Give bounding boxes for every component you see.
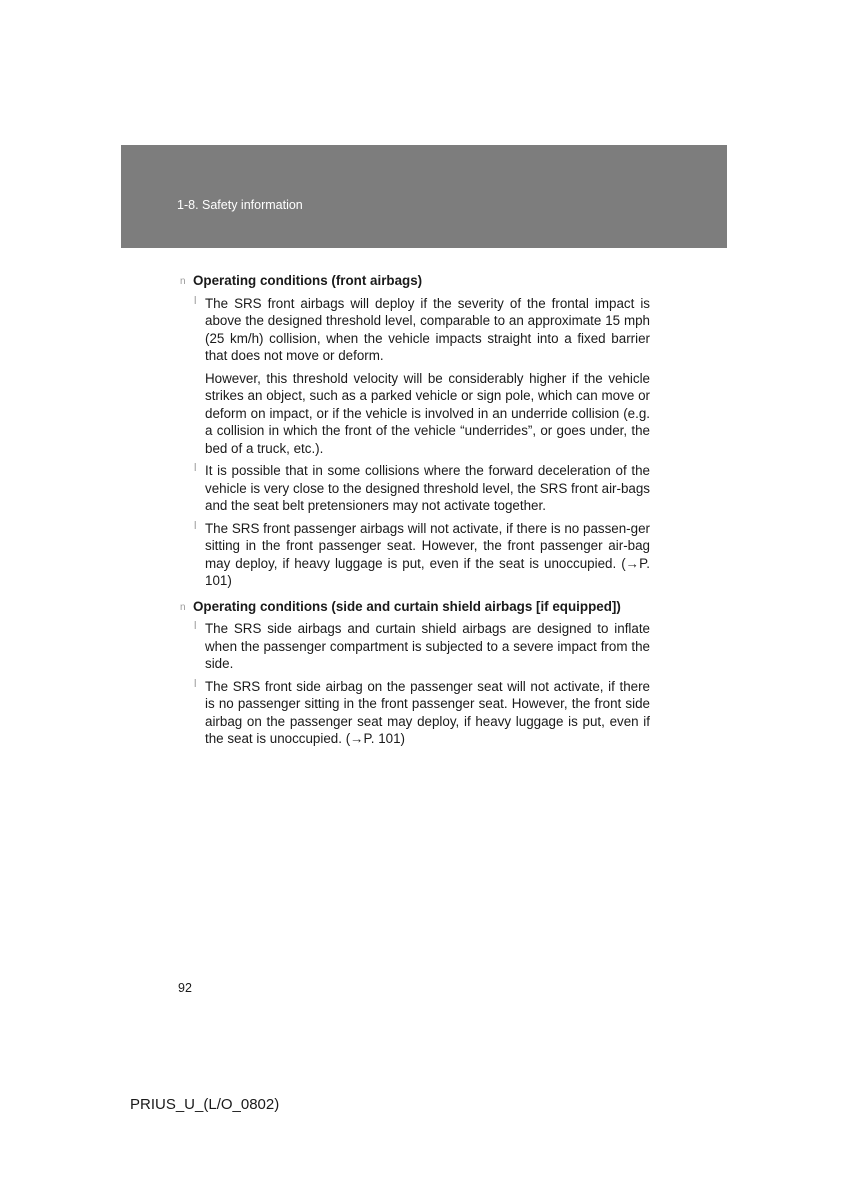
item-bullet-icon: l <box>194 677 197 690</box>
list-item <box>180 620 650 673</box>
paragraph: The SRS front passenger airbags will not activate, if there is no passen-ger sitting in the front passenger seat. However, the front passenger air-bag may deploy, if heavy luggage is put, even if the seat is unoccupied. (→P. 101) <box>205 520 650 588</box>
section-heading <box>180 272 650 290</box>
group-front-airbags <box>180 272 650 590</box>
main-content <box>180 272 650 753</box>
paragraph: The SRS front airbags will deploy if the severity of the frontal impact is above the designed threshold level, comparable to an approximate 15 mph (25 km/h) collision, when the vehicle impacts straight into a fixed barrier that does not move or deform. <box>205 295 650 363</box>
group-side-curtain-airbags <box>180 598 650 748</box>
section-heading <box>180 598 650 616</box>
footer-code: PRIUS_U_(L/O_0802) <box>130 1096 280 1113</box>
item-bullet-icon: l <box>194 519 197 532</box>
list-item <box>180 520 650 590</box>
heading-text: Operating conditions (side and curtain shield airbags [if equipped]) <box>193 598 621 614</box>
paragraph: The SRS side airbags and curtain shield airbags are designed to inflate when the passenger compartment is subjected to a severe impact from the side. <box>205 621 650 671</box>
paragraph: The SRS front side airbag on the passenger seat will not activate, if there is no passenger sitting in the front passenger seat. However, the front side airbag on the passenger seat may deploy, if heavy luggage is put, even if the seat is unoccupied. (→P. 101) <box>205 678 650 746</box>
section-title: 1-8. Safety information <box>177 198 303 212</box>
item-bullet-icon: l <box>194 462 197 474</box>
item-bullet-icon: l <box>194 294 197 307</box>
heading-text: Operating conditions (front airbags) <box>193 273 423 288</box>
paragraph: However, this threshold velocity will be considerably higher if the vehicle strikes an object, such as a parked vehicle or sign pole, which can move or deform on impact, or if the vehicle is involved in an underride collision (e.g. a collision in which the front of the vehicle “underrides”, or goes under, the bed of a truck, etc.). <box>205 370 650 456</box>
header-band <box>121 145 727 248</box>
list-item <box>180 462 650 515</box>
item-bullet-icon: l <box>194 620 197 632</box>
heading-bullet-icon: n <box>180 276 186 287</box>
heading-bullet-icon: n <box>180 601 186 613</box>
paragraph: It is possible that in some collisions where the forward deceleration of the vehicle is very close to the designed threshold level, the SRS front air-bags and the seat belt pretensioners may not activate together. <box>205 463 650 513</box>
page-number: 92 <box>178 981 192 995</box>
list-item <box>180 678 650 748</box>
list-item <box>180 295 650 458</box>
